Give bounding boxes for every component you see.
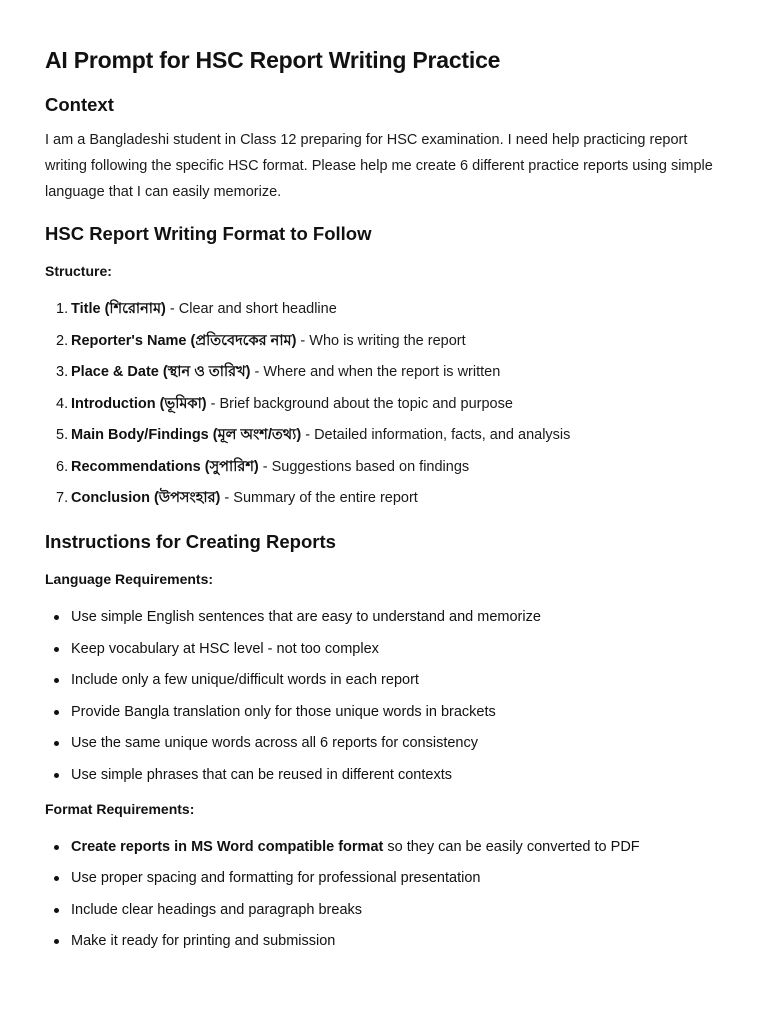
bullet-icon (54, 939, 59, 944)
bullet-icon (54, 678, 59, 683)
language-requirements-label: Language Requirements: (45, 571, 214, 587)
list-item (45, 607, 728, 627)
bullet-icon (54, 908, 59, 913)
bullet-icon (54, 773, 59, 778)
structure-item (45, 488, 728, 508)
list-item-emphasis: Create reports in MS Word compatible format (71, 838, 384, 855)
list-number: 2. (56, 332, 69, 349)
structure-term: Reporter's Name (প্রতিবেদকের নাম) (71, 332, 297, 349)
list-number: 7. (56, 490, 69, 506)
structure-item (45, 331, 728, 351)
list-number: 1. (56, 301, 69, 317)
structure-description: - Summary of the entire report (220, 490, 418, 506)
list-number: 3. (56, 364, 69, 380)
list-item-text: Include clear headings and paragraph breaks (71, 901, 363, 918)
list-item-text: Use simple English sentences that are easy to understand and memorize (71, 609, 541, 625)
list-item-text: Use the same unique words across all 6 reports for consistency (71, 735, 478, 751)
bullet-icon (54, 647, 59, 652)
structure-term: Conclusion (উপসংহার) (71, 490, 221, 506)
bullet-icon (54, 876, 59, 881)
structure-label: Structure: (45, 263, 112, 279)
list-item-text: Include only a few unique/difficult words in each report (71, 672, 419, 688)
structure-description: - Who is writing the report (296, 332, 466, 349)
structure-description: - Suggestions based on findings (258, 458, 470, 475)
structure-term: Main Body/Findings (মূল অংশ/তথ্য) (71, 427, 302, 443)
structure-term: Place & Date (স্থান ও তারিখ) (71, 364, 251, 380)
language-requirements-list (45, 607, 728, 785)
context-heading: Context (45, 94, 114, 115)
structure-description: - Clear and short headline (165, 301, 337, 317)
structure-item (45, 299, 728, 319)
structure-item (45, 362, 728, 382)
structure-term: Recommendations (সুপারিশ) (71, 458, 259, 475)
list-item (45, 670, 728, 690)
list-item-text: so they can be easily converted to PDF (383, 838, 640, 855)
format-requirements-list (45, 837, 728, 952)
list-item (45, 868, 728, 888)
structure-item (45, 394, 728, 414)
list-item (45, 702, 728, 722)
structure-description: - Where and when the report is written (250, 364, 501, 380)
structure-term: Introduction (ভূমিকা) (71, 395, 207, 412)
bullet-icon (54, 615, 59, 620)
format-requirements-label: Format Requirements: (45, 800, 195, 817)
list-item (45, 733, 728, 753)
format-heading: HSC Report Writing Format to Follow (45, 223, 372, 244)
structure-item (45, 425, 728, 445)
context-paragraph: I am a Bangladeshi student in Class 12 preparing for HSC examination. I need help practicing report writing following the specific HSC format. Please help me create 6 different practice reports using simple language that I can easily memorize. (45, 132, 713, 200)
list-item-text: Make it ready for printing and submission (71, 933, 336, 949)
bullet-icon (54, 710, 59, 715)
list-item (45, 639, 728, 659)
structure-list (45, 299, 728, 508)
list-number: 5. (56, 427, 69, 443)
structure-description: - Brief background about the topic and purpose (206, 395, 513, 412)
structure-description: - Detailed information, facts, and analysis (301, 427, 571, 443)
bullet-icon (54, 741, 59, 746)
structure-term: Title (শিরোনাম) (71, 301, 166, 317)
list-item (45, 765, 728, 785)
list-number: 6. (56, 458, 69, 475)
structure-item (45, 457, 728, 477)
list-item (45, 837, 728, 857)
list-number: 4. (56, 395, 69, 412)
bullet-icon (54, 845, 59, 850)
list-item (45, 900, 728, 920)
list-item-text: Provide Bangla translation only for those unique words in brackets (71, 703, 496, 720)
document-title: AI Prompt for HSC Report Writing Practice (45, 47, 501, 73)
instructions-heading: Instructions for Creating Reports (45, 531, 336, 552)
list-item-text: Keep vocabulary at HSC level - not too complex (71, 640, 379, 657)
list-item (45, 931, 728, 951)
list-item-text: Use simple phrases that can be reused in different contexts (71, 766, 452, 783)
list-item-text: Use proper spacing and formatting for professional presentation (71, 870, 481, 886)
